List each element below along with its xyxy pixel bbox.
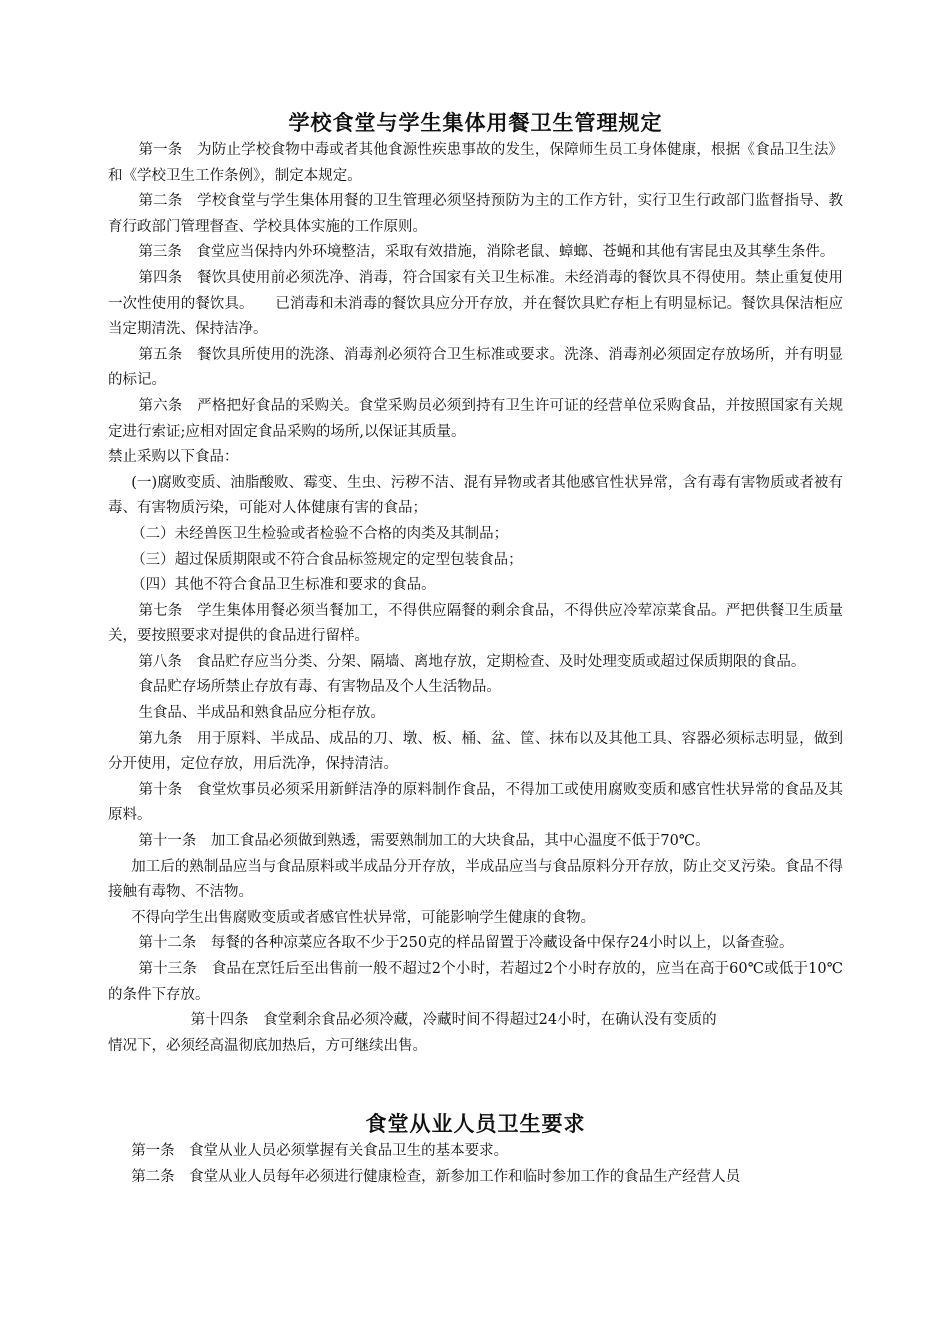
article-11: 第十一条 加工食品必须做到熟透，需要熟制加工的大块食品，其中心温度不低于70℃。 [138, 833, 710, 850]
section1-title: 学校食堂与学生集体用餐卫生管理规定 [288, 110, 663, 135]
prohibited-item-4: （四）其他不符合食品卫生标准和要求的食品。 [131, 577, 436, 594]
section2-title: 食堂从业人员卫生要求 [365, 1111, 586, 1137]
article-6: 第六条 严格把好食品的采购关。食堂采购员必须到持有卫生许可证的经营单位采购食品，并按照国家有关规定进行索证;应相对固定食品采购的场所,以保证其质量。 [108, 397, 843, 440]
article-8-clause-3: 生食品、半成品和熟食品应分柜存放。 [138, 705, 385, 722]
section-gap [108, 1059, 843, 1109]
article-8: 第八条 食品贮存应当分类、分架、隔墙、离地存放，定期检查、及时处理变质或超过保质期限的食品。 [138, 653, 806, 670]
staff-article-2: 第二条 食堂从业人员每年必须进行健康检查，新参加工作和临时参加工作的食品生产经营人员 [131, 1168, 741, 1185]
article-2: 第二条 学校食堂与学生集体用餐的卫生管理必须坚持预防为主的工作方针，实行卫生行政部门监督指导、教育行政部门管理督查、学校具体实施的工作原则。 [108, 193, 843, 235]
article-3: 第三条 食堂应当保持内外环境整洁，采取有效措施，消除老鼠、蟑螂、苍蝇和其他有害昆虫及其孳生条件。 [138, 244, 835, 261]
article-5: 第五条 餐饮具所使用的洗涤、消毒剂必须符合卫生标准或要求。洗涤、消毒剂必须固定存放场所，并有明显的标记。 [108, 346, 843, 389]
article-4: 第四条 餐饮具使用前必须洗净、消毒，符合国家有关卫生标准。未经消毒的餐饮具不得使用。禁止重复使用一次性使用的餐饮具。 已消毒和未消毒的餐饮具应分开存放，并在餐饮具贮存柜上有明显标记。餐饮具保洁柜应当定期清洗、保持洁净。 [108, 269, 843, 338]
staff-article-1: 第一条 食堂从业人员必须掌握有关食品卫生的基本要求。 [131, 1143, 509, 1160]
prohibited-item-2: （二）未经兽医卫生检验或者检验不合格的肉类及其制品； [131, 525, 509, 542]
article-7: 第七条 学生集体用餐必须当餐加工，不得供应隔餐的剩余食品，不得供应冷荤凉菜食品。严把供餐卫生质量关，要按照要求对提供的食品进行留样。 [108, 602, 843, 645]
article-11-clause-2: 加工后的熟制品应当与食品原料或半成品分开存放，半成品应当与食品原料分开存放，防止交叉污染。食品不得接触有毒物、不洁物。 [108, 858, 843, 901]
prohibited-item-3: （三）超过保质期限或不符合食品标签规定的定型包装食品； [131, 551, 523, 568]
article-10: 第十条 食堂炊事员必须采用新鲜洁净的原料制作食品，不得加工或使用腐败变质和感官性状异常的食品及其原料。 [108, 781, 843, 824]
article-12: 第十二条 每餐的各种凉菜应各取不少于250克的样品留置于冷藏设备中保存24小时以上，以备查验。 [138, 935, 794, 952]
article-1: 第一条 为防止学校食物中毒或者其他食源性疾患事故的发生，保障师生员工身体健康，根据《食品卫生法》和《学校卫生工作条例》，制定本规定。 [108, 142, 843, 184]
article-11-clause-3: 不得向学生出售腐败变质或者感官性状异常，可能影响学生健康的食物。 [131, 909, 596, 926]
article-14-continued: 情况下，必须经高温彻底加热后，方可继续出售。 [108, 1037, 427, 1054]
prohibited-heading: 禁止采购以下食品： [108, 449, 239, 466]
article-9: 第九条 用于原料、半成品、成品的刀、墩、板、桶、盆、筐、抹布以及其他工具、容器必须标志明显，做到分开使用，定位存放，用后洗净，保持清洁。 [108, 730, 843, 773]
article-13: 第十三条 食品在烹饪后至出售前一般不超过2个小时，若超过2个小时存放的，应当在高于60℃或低于10℃的条件下存放。 [108, 961, 843, 1003]
prohibited-item-1: (一)腐败变质、油脂酸败、霉变、生虫、污秽不洁、混有异物或者其他感官性状异常，含有毒有害物质或者被有毒、有害物质污染，可能对人体健康有害的食品； [108, 474, 843, 517]
document-page [108, 108, 843, 1191]
article-8-clause-2: 食品贮存场所禁止存放有毒、有害物品及个人生活物品。 [138, 679, 501, 696]
article-14: 第十四条 食堂剩余食品必须冷藏，冷藏时间不得超过24小时，在确认没有变质的 [190, 1012, 717, 1029]
